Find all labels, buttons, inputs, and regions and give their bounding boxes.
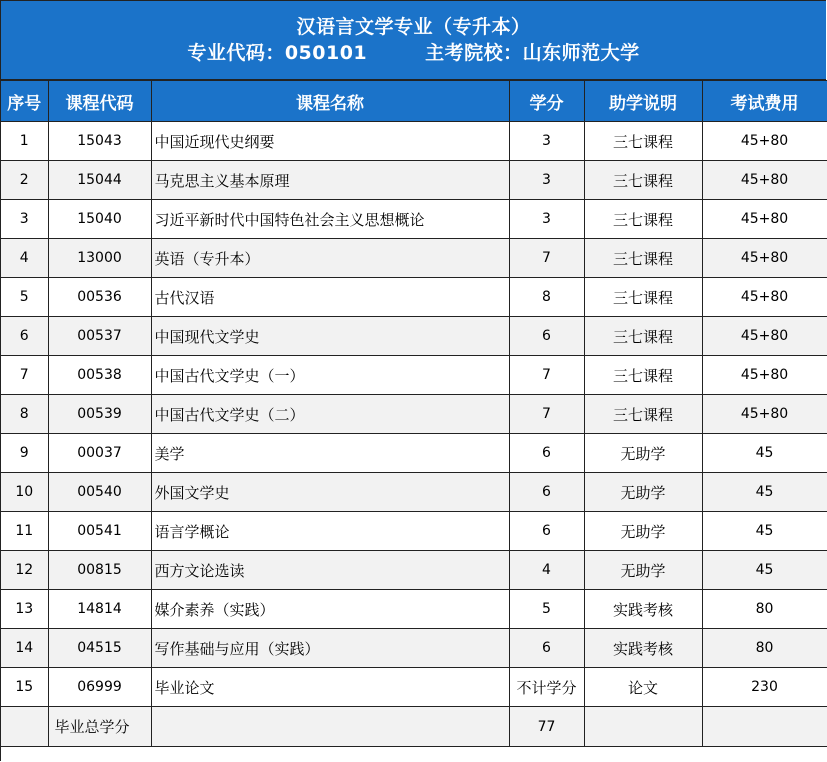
cell-credit: 6 <box>509 434 584 473</box>
cell-name: 中国现代文学史 <box>151 317 509 356</box>
table-row <box>1 239 827 278</box>
major-code: 专业代码：050101 <box>187 42 368 64</box>
cell-credit: 7 <box>509 395 584 434</box>
cell-note: 实践考核 <box>584 590 702 629</box>
cell-no: 2 <box>1 161 48 200</box>
column-header-note: 助学说明 <box>584 81 702 122</box>
column-header-no: 序号 <box>1 81 48 122</box>
cell-no: 1 <box>1 122 48 161</box>
table-row <box>1 434 827 473</box>
table-row <box>1 122 827 161</box>
cell-credit: 6 <box>509 512 584 551</box>
cell-fee: 45+80 <box>702 317 827 356</box>
cell-fee: 80 <box>702 590 827 629</box>
cell-code: 00815 <box>48 551 151 590</box>
cell-note: 无助学 <box>584 434 702 473</box>
cell-note: 无助学 <box>584 473 702 512</box>
cell-note: 无助学 <box>584 512 702 551</box>
cell-name: 媒介素养（实践） <box>151 590 509 629</box>
cell-note: 三七课程 <box>584 239 702 278</box>
cell-note: 三七课程 <box>584 317 702 356</box>
cell-no: 5 <box>1 278 48 317</box>
column-header-fee: 考试费用 <box>702 81 827 122</box>
cell-code: 13000 <box>48 239 151 278</box>
cell-no: 4 <box>1 239 48 278</box>
cell-code: 00037 <box>48 434 151 473</box>
cell-fee: 45+80 <box>702 356 827 395</box>
cell-empty <box>1 707 48 747</box>
table-row <box>1 668 827 707</box>
course-table <box>1 80 827 747</box>
cell-empty <box>702 707 827 747</box>
cell-credit: 3 <box>509 161 584 200</box>
cell-fee: 45+80 <box>702 200 827 239</box>
cell-fee: 45+80 <box>702 395 827 434</box>
cell-fee: 230 <box>702 668 827 707</box>
table-row <box>1 512 827 551</box>
cell-fee: 45+80 <box>702 122 827 161</box>
cell-no: 9 <box>1 434 48 473</box>
cell-credit: 5 <box>509 590 584 629</box>
cell-name: 外国文学史 <box>151 473 509 512</box>
cell-name: 毕业论文 <box>151 668 509 707</box>
cell-note: 无助学 <box>584 551 702 590</box>
cell-no: 10 <box>1 473 48 512</box>
cell-no: 7 <box>1 356 48 395</box>
cell-code: 00539 <box>48 395 151 434</box>
cell-code: 15044 <box>48 161 151 200</box>
cell-no: 15 <box>1 668 48 707</box>
cell-fee: 45+80 <box>702 239 827 278</box>
cell-note: 论文 <box>584 668 702 707</box>
table-row <box>1 551 827 590</box>
cell-credit: 7 <box>509 356 584 395</box>
cell-name: 习近平新时代中国特色社会主义思想概论 <box>151 200 509 239</box>
cell-name: 马克思主义基本原理 <box>151 161 509 200</box>
column-header-name: 课程名称 <box>151 81 509 122</box>
cell-code: 06999 <box>48 668 151 707</box>
table-row <box>1 317 827 356</box>
cell-no: 11 <box>1 512 48 551</box>
cell-fee: 45 <box>702 512 827 551</box>
column-header-credit: 学分 <box>509 81 584 122</box>
cell-credit: 6 <box>509 473 584 512</box>
cell-fee: 45 <box>702 473 827 512</box>
cell-credit: 3 <box>509 122 584 161</box>
table-body <box>1 122 827 747</box>
cell-fee: 45+80 <box>702 278 827 317</box>
cell-empty <box>584 707 702 747</box>
cell-no: 13 <box>1 590 48 629</box>
cell-credit: 4 <box>509 551 584 590</box>
cell-fee: 80 <box>702 629 827 668</box>
cell-note: 实践考核 <box>584 629 702 668</box>
cell-name: 古代汉语 <box>151 278 509 317</box>
cell-note: 三七课程 <box>584 395 702 434</box>
table-row <box>1 473 827 512</box>
column-header-code: 课程代码 <box>48 81 151 122</box>
total-credit-value: 77 <box>509 707 584 747</box>
cell-code: 14814 <box>48 590 151 629</box>
cell-name: 中国古代文学史（一） <box>151 356 509 395</box>
cell-credit: 7 <box>509 239 584 278</box>
cell-note: 三七课程 <box>584 122 702 161</box>
table-row <box>1 278 827 317</box>
cell-code: 00537 <box>48 317 151 356</box>
cell-name: 西方文论选读 <box>151 551 509 590</box>
cell-no: 8 <box>1 395 48 434</box>
cell-note: 三七课程 <box>584 200 702 239</box>
cell-name: 美学 <box>151 434 509 473</box>
cell-code: 00541 <box>48 512 151 551</box>
table-row <box>1 590 827 629</box>
cell-no: 3 <box>1 200 48 239</box>
cell-credit: 6 <box>509 629 584 668</box>
cell-name: 英语（专升本） <box>151 239 509 278</box>
cell-fee: 45 <box>702 434 827 473</box>
cell-name: 中国近现代史纲要 <box>151 122 509 161</box>
cell-no: 12 <box>1 551 48 590</box>
table-header-row <box>1 81 827 122</box>
cell-note: 三七课程 <box>584 278 702 317</box>
table-row <box>1 395 827 434</box>
cell-empty <box>151 707 509 747</box>
cell-name: 语言学概论 <box>151 512 509 551</box>
cell-code: 00536 <box>48 278 151 317</box>
cell-code: 15040 <box>48 200 151 239</box>
major-title: 汉语言文学专业（专升本） <box>296 16 531 38</box>
cell-credit: 3 <box>509 200 584 239</box>
cell-note: 三七课程 <box>584 356 702 395</box>
table-title-block <box>1 1 826 80</box>
cell-name: 写作基础与应用（实践） <box>151 629 509 668</box>
total-row <box>1 707 827 747</box>
cell-fee: 45+80 <box>702 161 827 200</box>
cell-code: 04515 <box>48 629 151 668</box>
cell-no: 14 <box>1 629 48 668</box>
cell-code: 00540 <box>48 473 151 512</box>
cell-credit: 8 <box>509 278 584 317</box>
table-row <box>1 161 827 200</box>
table-row <box>1 200 827 239</box>
table-row <box>1 629 827 668</box>
cell-credit: 6 <box>509 317 584 356</box>
total-credit-label: 毕业总学分 <box>48 707 151 747</box>
major-info-line <box>187 40 639 66</box>
table-row <box>1 356 827 395</box>
cell-no: 6 <box>1 317 48 356</box>
cell-credit: 不计学分 <box>509 668 584 707</box>
cell-fee: 45 <box>702 551 827 590</box>
cell-code: 00538 <box>48 356 151 395</box>
exam-school: 主考院校：山东师范大学 <box>425 42 640 64</box>
cell-note: 三七课程 <box>584 161 702 200</box>
cell-name: 中国古代文学史（二） <box>151 395 509 434</box>
cell-code: 15043 <box>48 122 151 161</box>
